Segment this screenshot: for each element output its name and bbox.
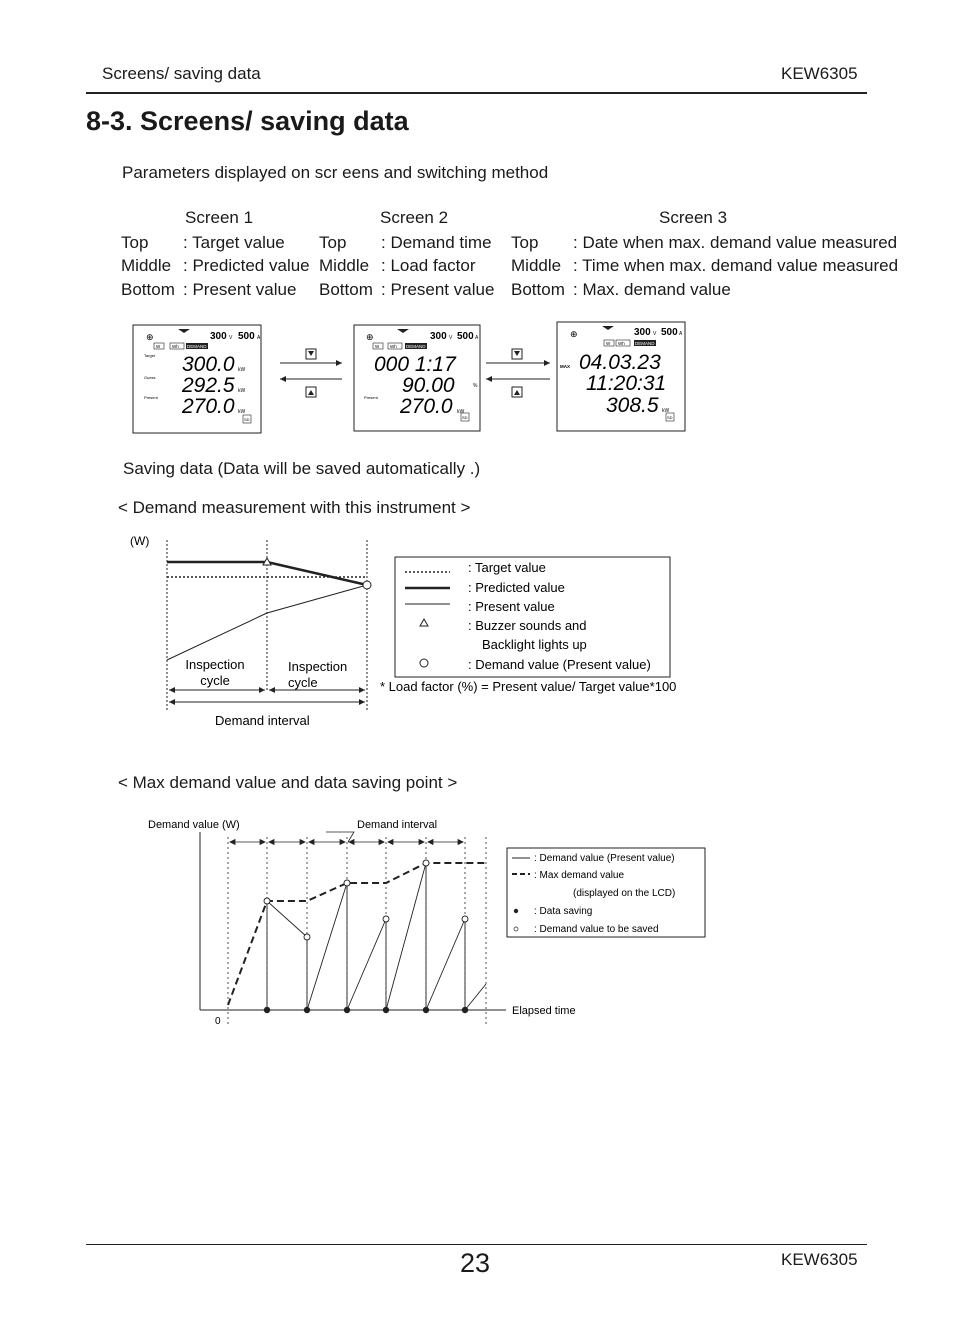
lcd1-amp: 500 <box>238 331 255 342</box>
lcd-screen-2 <box>354 325 480 431</box>
lcd1-sd-label: SD <box>244 417 250 422</box>
cycle2-label-line2: cycle <box>288 675 318 690</box>
lcd1-predicted-value: 292.5 <box>182 374 235 397</box>
intro-text: Parameters displayed on scr eens and switching method <box>122 163 549 182</box>
present-demand-line <box>267 863 486 1010</box>
lcd3-sd-label: SD <box>667 415 673 420</box>
legend-present: : Present value <box>468 599 555 614</box>
page-title: 8-3. Screens/ saving data <box>86 106 409 136</box>
lcd2-load-factor: 90.00 <box>402 374 455 397</box>
lcd2-percent-unit: % <box>473 383 478 389</box>
screen2-row-desc: : Load factor <box>381 256 476 275</box>
legend-buzzer: : Buzzer sounds and <box>468 618 587 633</box>
max-demand-heading: < Max demand value and data saving point > <box>118 773 458 792</box>
legend-predicted: : Predicted value <box>468 580 565 595</box>
screen1-row-desc: : Present value <box>183 280 297 299</box>
screen3-heading: Screen 3 <box>659 208 728 227</box>
screen3-row-desc: : Max. demand value <box>573 280 731 299</box>
screen1-heading: Screen 1 <box>185 208 254 227</box>
lcd2-tag-wh: Wh <box>390 344 397 349</box>
lcd1-label-target: Target <box>144 353 156 358</box>
lcd1-label-present: Present <box>144 395 158 400</box>
demand-y-unit: (W) <box>130 534 150 548</box>
lcd-screens-diagram <box>120 315 700 440</box>
lcd3-tag-wh: Wh <box>618 341 625 346</box>
origin-label: 0 <box>215 1016 221 1027</box>
lcd3-volt: 300 <box>634 327 651 338</box>
max-y-label: Demand value (W) <box>148 819 240 831</box>
lcd1-tag-demand: DEMAND <box>187 344 207 349</box>
screen3-row-pos: Middle <box>511 256 562 275</box>
page-number: 23 <box>460 1248 491 1278</box>
legend-demand-value: : Demand value (Present value) <box>468 657 651 672</box>
lcd2-sd-label: SD <box>462 415 468 420</box>
lcd2-volt: 300 <box>430 331 447 342</box>
lcd2-amp-unit: A <box>475 335 479 341</box>
lcd3-max-demand: 308.5 <box>606 394 659 417</box>
max-legend-saved-value: : Demand value to be saved <box>534 924 659 935</box>
max-x-label: Elapsed time <box>512 1005 576 1017</box>
max-legend-demand: : Demand value (Present value) <box>534 853 675 864</box>
screen3-row-desc: : Time when max. demand value measured <box>573 256 899 275</box>
max-interval-label: Demand interval <box>357 819 438 831</box>
load-factor-note: * Load factor (%) = Present value/ Target value*100 <box>380 679 677 694</box>
cycle1-label-line2: cycle <box>200 673 230 688</box>
demand-interval-label: Demand interval <box>215 713 310 728</box>
plug-icon: ⊕ <box>146 332 154 342</box>
max-legend <box>507 848 705 937</box>
screen1-row-pos: Top <box>121 233 149 252</box>
lcd-screen-3 <box>557 322 685 431</box>
lcd3-tag-demand: DEMAND <box>635 341 655 346</box>
lcd3-time: 11:20:31 <box>586 372 667 395</box>
lcd1-tag-w: W <box>156 344 161 349</box>
screen2-row-desc: : Demand time <box>381 233 492 252</box>
lcd2-label-present: Present <box>364 395 378 400</box>
max-legend-lcd: (displayed on the LCD) <box>573 888 676 899</box>
lcd3-tag-w: W <box>606 341 611 346</box>
lcd2-tag-w: W <box>375 344 380 349</box>
lcd1-unit-3: kW <box>238 409 246 415</box>
lcd2-present-value: 270.0 <box>400 395 453 418</box>
lcd2-demand-time: 000 1:17 <box>374 353 456 376</box>
legend-backlight: Backlight lights up <box>482 637 587 652</box>
running-header-model: KEW6305 <box>781 64 858 83</box>
screen3-row-pos: Bottom <box>511 280 565 299</box>
lcd3-volt-unit: V <box>653 331 657 337</box>
switch-arrows-1-2 <box>280 349 342 397</box>
running-header-section: Screens/ saving data <box>102 64 261 83</box>
lcd2-amp: 500 <box>457 331 474 342</box>
saving-data-heading: Saving data (Data will be saved automatically .) <box>123 459 481 478</box>
lcd1-label-guess: Guess <box>144 375 156 380</box>
cycle1-label-line1: Inspection <box>185 657 245 672</box>
screen1-row-desc: : Predicted value <box>183 256 310 275</box>
lcd1-tag-wh: Wh <box>172 344 179 349</box>
footer-model: KEW6305 <box>781 1250 858 1269</box>
lcd1-unit-1: kW <box>238 367 246 373</box>
demand-measurement-diagram <box>120 530 720 735</box>
header-divider <box>86 92 867 94</box>
screen2-row-desc: : Present value <box>381 280 495 299</box>
screen2-heading: Screen 2 <box>380 208 449 227</box>
lcd1-unit-2: kW <box>238 388 246 394</box>
lcd1-present-value: 270.0 <box>182 395 235 418</box>
legend-target: : Target value <box>468 560 546 575</box>
lcd2-tag-demand: DEMAND <box>406 344 426 349</box>
lcd2-volt-unit: V <box>449 335 453 341</box>
cycle2-label-line1: Inspection <box>288 659 348 674</box>
switch-arrows-2-3 <box>486 349 550 397</box>
demand-value-circle-icon <box>363 581 371 589</box>
screen2-row-pos: Bottom <box>319 280 373 299</box>
screen1-row-pos: Bottom <box>121 280 175 299</box>
lcd-screen-1 <box>133 325 261 433</box>
demand-measurement-heading: < Demand measurement with this instrument > <box>118 498 471 517</box>
screen1-row-desc: : Target value <box>183 233 285 252</box>
lcd1-target-value: 300.0 <box>182 353 235 376</box>
screen2-row-pos: Middle <box>319 256 370 275</box>
lcd3-unit: kW <box>662 408 670 414</box>
lcd1-volt: 300 <box>210 331 227 342</box>
max-demand-diagram <box>140 812 720 1032</box>
demand-legend <box>395 557 670 677</box>
screen1-row-pos: Middle <box>121 256 172 275</box>
plug-icon: ⊕ <box>570 329 578 339</box>
lcd3-date: 04.03.23 <box>579 351 661 374</box>
screen3-row-pos: Top <box>511 233 539 252</box>
lcd3-max-label: MAX <box>560 364 570 369</box>
screen3-row-desc: : Date when max. demand value measured <box>573 233 898 252</box>
lcd2-unit: kW <box>457 409 465 415</box>
lcd1-volt-unit: V <box>229 335 233 341</box>
footer-divider <box>86 1244 867 1245</box>
screen2-row-pos: Top <box>319 233 347 252</box>
plug-icon: ⊕ <box>366 332 374 342</box>
lcd1-amp-unit: A <box>257 335 261 341</box>
max-legend-saving: : Data saving <box>534 906 593 917</box>
lcd3-amp: 500 <box>661 327 678 338</box>
max-legend-max: : Max demand value <box>534 870 625 881</box>
lcd3-amp-unit: A <box>679 331 683 337</box>
